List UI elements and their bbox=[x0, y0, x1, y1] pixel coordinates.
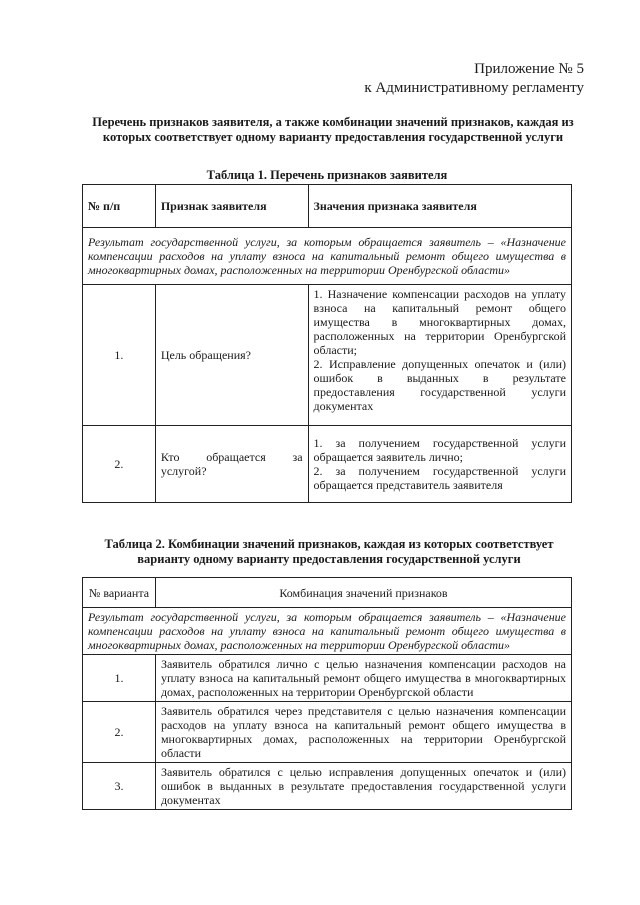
row-values: 1. Назначение компенсации расходов на уплату взноса на капитальный ремонт общего имущества в многоквартирных домах, расположенных на территории Оренбургской области; 2. Исправление допущенных опечаток и (или) ошибок в выданных в результате предоставления государственной услуги документах bbox=[308, 285, 571, 426]
row-values: 1. за получением государственной услуги обращается заявитель лично; 2. за получением государственной услуги обращается представитель заявителя bbox=[308, 426, 571, 503]
result-row bbox=[83, 228, 572, 285]
row-sign: Кто обращается за услугой? bbox=[155, 426, 308, 503]
row-number: 1. bbox=[83, 285, 156, 426]
document-heading: Перечень признаков заявителя, а также комбинации значений признаков, каждая из которых соответствует одному варианту предоставления государственной услуги bbox=[92, 115, 574, 144]
variant-number: 2. bbox=[83, 702, 156, 763]
table-row bbox=[83, 426, 572, 503]
table-variant-combinations bbox=[82, 577, 572, 810]
row-number: 2. bbox=[83, 426, 156, 503]
header-number: № п/п bbox=[83, 185, 156, 228]
table-row bbox=[83, 285, 572, 426]
result-text: Результат государственной услуги, за которым обращается заявитель – «Назначение компенсации расходов на уплату взноса на капитальный ремонт общего имущества в многоквартирных домах, расположенных на территории Оренбургской области» bbox=[83, 228, 572, 285]
row-sign: Цель обращения? bbox=[155, 285, 308, 426]
appendix-reference: к Административному регламенту bbox=[364, 80, 584, 96]
variant-text: Заявитель обратился с целью исправления допущенных опечаток и (или) ошибок в выданных в результате предоставления государственной услуги документах bbox=[155, 763, 571, 810]
header-variant-number: № варианта bbox=[83, 578, 156, 608]
variant-number: 3. bbox=[83, 763, 156, 810]
appendix-block bbox=[364, 60, 584, 98]
table-row bbox=[83, 763, 572, 810]
appendix-number: Приложение № 5 bbox=[474, 61, 584, 77]
table-row bbox=[83, 702, 572, 763]
table-applicant-signs bbox=[82, 184, 572, 503]
table-header-row bbox=[83, 185, 572, 228]
table-row bbox=[83, 655, 572, 702]
variant-number: 1. bbox=[83, 655, 156, 702]
variant-text: Заявитель обратился лично с целью назначения компенсации расходов на уплату взноса на капитальный ремонт общего имущества в многоквартирных домах, расположенных на территории Оренбургской области bbox=[155, 655, 571, 702]
table-header-row bbox=[83, 578, 572, 608]
table2-caption: Таблица 2. Комбинации значений признаков, каждая из которых соответствует варианту одному варианту предоставления государственной услуги bbox=[104, 537, 554, 566]
header-combination: Комбинация значений признаков bbox=[155, 578, 571, 608]
result-text: Результат государственной услуги, за которым обращается заявитель – «Назначение компенсации расходов на уплату взноса на капитальный ремонт общего имущества в многоквартирных домах, расположенных на территории Оренбургской области» bbox=[83, 608, 572, 655]
header-sign: Признак заявителя bbox=[155, 185, 308, 228]
result-row bbox=[83, 608, 572, 655]
header-values: Значения признака заявителя bbox=[308, 185, 571, 228]
variant-text: Заявитель обратился через представителя с целью назначения компенсации расходов на уплату взноса на капитальный ремонт общего имущества в многоквартирных домах, расположенных на территории Оренбургской области bbox=[155, 702, 571, 763]
table1-caption: Таблица 1. Перечень признаков заявителя bbox=[206, 168, 448, 182]
